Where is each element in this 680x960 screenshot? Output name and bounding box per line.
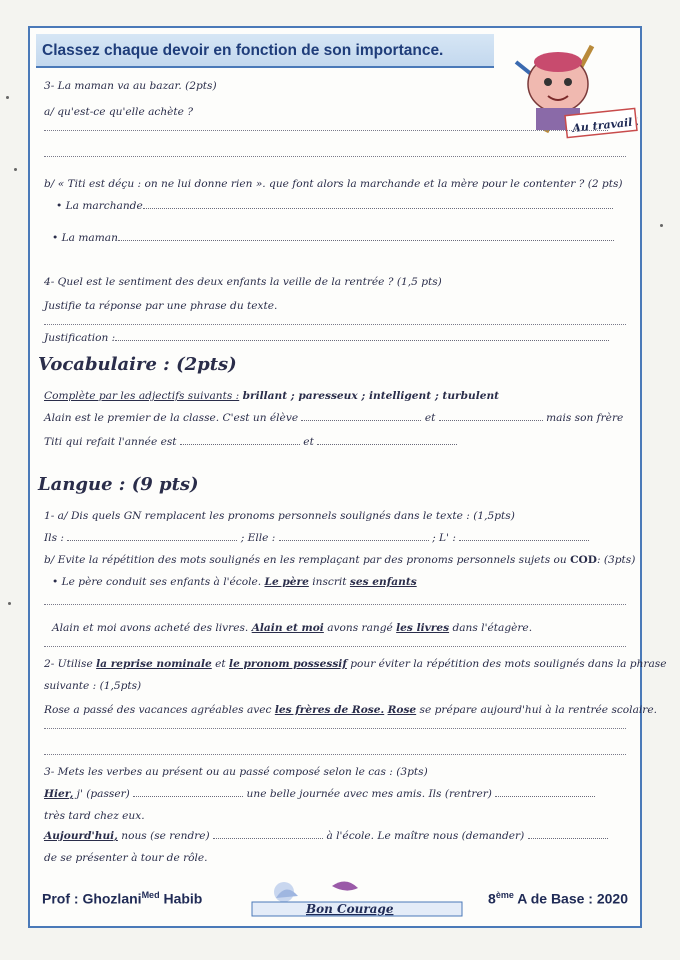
mascot-illustration xyxy=(496,32,638,142)
q3-l3-c: à l'école. Le maître nous (demander) xyxy=(326,830,525,842)
footer-prof xyxy=(42,890,202,907)
answer-dots[interactable] xyxy=(459,539,589,541)
footer xyxy=(36,876,634,920)
s1-b: Le père xyxy=(264,576,309,588)
s2-e: dans l'étagère. xyxy=(452,622,533,634)
bullet: • xyxy=(52,576,62,588)
q2-s-b: les frères de Rose. xyxy=(274,704,385,716)
langue-q1b-s2 xyxy=(52,622,532,634)
langue-q2-sentence xyxy=(44,704,657,716)
justification-label: Justification : xyxy=(44,332,116,344)
class-post: A de Base : 2020 xyxy=(517,890,628,907)
langue-q3-l3 xyxy=(44,830,608,842)
label-marchande: La marchande xyxy=(65,200,143,212)
answer-dots[interactable] xyxy=(495,795,595,797)
answer-dots[interactable] xyxy=(143,207,613,209)
q4-title: 4- Quel est le sentiment des deux enfants la veille de la rentrée ? (1,5 pts) xyxy=(44,276,442,288)
footer-class xyxy=(488,890,628,907)
q3-l1-a: Hier, xyxy=(44,788,74,800)
vocab-line1-b: et xyxy=(424,412,436,424)
bon-courage-text: Bon Courage xyxy=(306,902,394,916)
fairy-icon xyxy=(246,878,486,918)
mascot-icon xyxy=(496,32,638,142)
s2-b: Alain et moi xyxy=(251,622,324,634)
q2-b: la reprise nominale xyxy=(96,658,212,670)
worksheet-page xyxy=(28,26,667,928)
answer-line[interactable] xyxy=(44,604,626,605)
q3-b: b/ « Titi est déçu : on ne lui donne rien ». que font alors la marchande et la mère pour le contenter ? (2 pts) xyxy=(44,178,623,190)
vocab-line1-a: Alain est le premier de la classe. C'est un élève xyxy=(44,412,299,424)
vocab-heading: Vocabulaire : (2pts) xyxy=(38,354,237,375)
answer-dots[interactable] xyxy=(118,239,614,241)
q3-l1-c: une belle journée avec mes amis. Ils (rentrer) xyxy=(246,788,492,800)
answer-dots[interactable] xyxy=(115,339,609,341)
bullet: • xyxy=(52,232,62,244)
answer-line[interactable] xyxy=(44,130,608,131)
answer-dots[interactable] xyxy=(213,837,323,839)
q4-justification xyxy=(44,332,609,344)
answer-line[interactable] xyxy=(44,754,626,755)
label-maman: La maman xyxy=(61,232,118,244)
answer-dots[interactable] xyxy=(133,795,243,797)
answer-line[interactable] xyxy=(44,156,626,157)
q1b-cod: COD xyxy=(570,554,597,566)
class-pre: 8 xyxy=(488,890,496,907)
s1-a: Le père conduit ses enfants à l'école. xyxy=(61,576,262,588)
q4-instruction: Justifie ta réponse par une phrase du texte. xyxy=(44,300,278,312)
q2-s-c: Rose xyxy=(387,704,417,716)
vocab-line1 xyxy=(44,412,623,424)
s2-a: Alain et moi avons acheté des livres. xyxy=(52,622,249,634)
prof-name: Prof : Ghozlani xyxy=(42,890,142,907)
s2-c: avons rangé xyxy=(327,622,393,634)
langue-q2 xyxy=(44,658,667,670)
q3-b-marchande xyxy=(56,200,613,212)
s2-d: les livres xyxy=(396,622,450,634)
prof-sup: Med xyxy=(141,890,160,900)
answer-line[interactable] xyxy=(44,646,626,647)
q2-e: pour éviter la répétition des mots soulignés dans la phrase xyxy=(350,658,667,670)
q3-l1-b: j' (passer) xyxy=(76,788,130,800)
prof-post: Habib xyxy=(163,890,203,907)
answer-line[interactable] xyxy=(44,324,626,325)
answer-dots[interactable] xyxy=(180,443,300,445)
langue-q3-l1 xyxy=(44,788,595,800)
vocab-line2 xyxy=(44,436,457,448)
answer-dots[interactable] xyxy=(317,443,457,445)
q1b-pts: : (3pts) xyxy=(596,554,636,566)
vocab-line1-c: mais son frère xyxy=(546,412,624,424)
vocab-instruction-text: Complète par les adjectifs suivants : xyxy=(44,390,240,402)
langue-q2-f: suivante : (1,5pts) xyxy=(44,680,142,692)
langue-heading: Langue : (9 pts) xyxy=(38,474,199,495)
bon-courage-banner xyxy=(246,878,486,918)
vocab-line2-b: et xyxy=(303,436,314,448)
s1-d: ses enfants xyxy=(349,576,417,588)
vocab-instruction xyxy=(44,390,499,402)
langue-q1b xyxy=(44,554,635,566)
vocab-line2-a: Titi qui refait l'année est xyxy=(44,436,177,448)
bullet: • xyxy=(56,200,66,212)
label-elle: ; Elle : xyxy=(240,532,276,544)
q2-s-d: se prépare aujourd'hui à la rentrée scolaire. xyxy=(419,704,657,716)
answer-line[interactable] xyxy=(44,728,626,729)
q1b-text: b/ Evite la répétition des mots soulignés en les remplaçant par des pronoms personnels sujets ou xyxy=(44,554,567,566)
q2-c: et xyxy=(215,658,226,670)
vocab-adjectives: brillant ; paresseux ; intelligent ; turbulent xyxy=(242,390,500,402)
q3-title: 3- La maman va au bazar. (2pts) xyxy=(44,80,217,92)
langue-q3-title: 3- Mets les verbes au présent ou au passé composé selon le cas : (3pts) xyxy=(44,766,428,778)
answer-dots[interactable] xyxy=(301,419,421,421)
answer-dots[interactable] xyxy=(528,837,608,839)
q3-l3-a: Aujourd'hui, xyxy=(44,830,118,842)
s1-c: inscrit xyxy=(312,576,347,588)
langue-q1b-s1 xyxy=(52,576,417,588)
q3-l3-b: nous (se rendre) xyxy=(121,830,210,842)
label-ils: Ils : xyxy=(44,532,64,544)
label-l: ; L' : xyxy=(432,532,456,544)
q3-b-maman xyxy=(52,232,614,244)
langue-q3-l2: très tard chez eux. xyxy=(44,810,145,822)
answer-dots[interactable] xyxy=(279,539,429,541)
q2-s-a: Rose a passé des vacances agréables avec xyxy=(44,704,272,716)
badge-text: Au travail ! xyxy=(571,114,638,135)
answer-dots[interactable] xyxy=(67,539,237,541)
q3-a: a/ qu'est-ce qu'elle achète ? xyxy=(44,106,193,118)
langue-q3-l4: de se présenter à tour de rôle. xyxy=(44,852,208,864)
langue-q1a: 1- a/ Dis quels GN remplacent les pronoms personnels soulignés dans le texte : (1,5pts) xyxy=(44,510,515,522)
answer-dots[interactable] xyxy=(439,419,543,421)
q2-d: le pronom possessif xyxy=(229,658,347,670)
page-banner: Classez chaque devoir en fonction de son importance. xyxy=(36,34,494,68)
langue-q1a-answers xyxy=(44,532,589,544)
class-sup: ème xyxy=(495,890,514,900)
q2-a: 2- Utilise xyxy=(44,658,93,670)
